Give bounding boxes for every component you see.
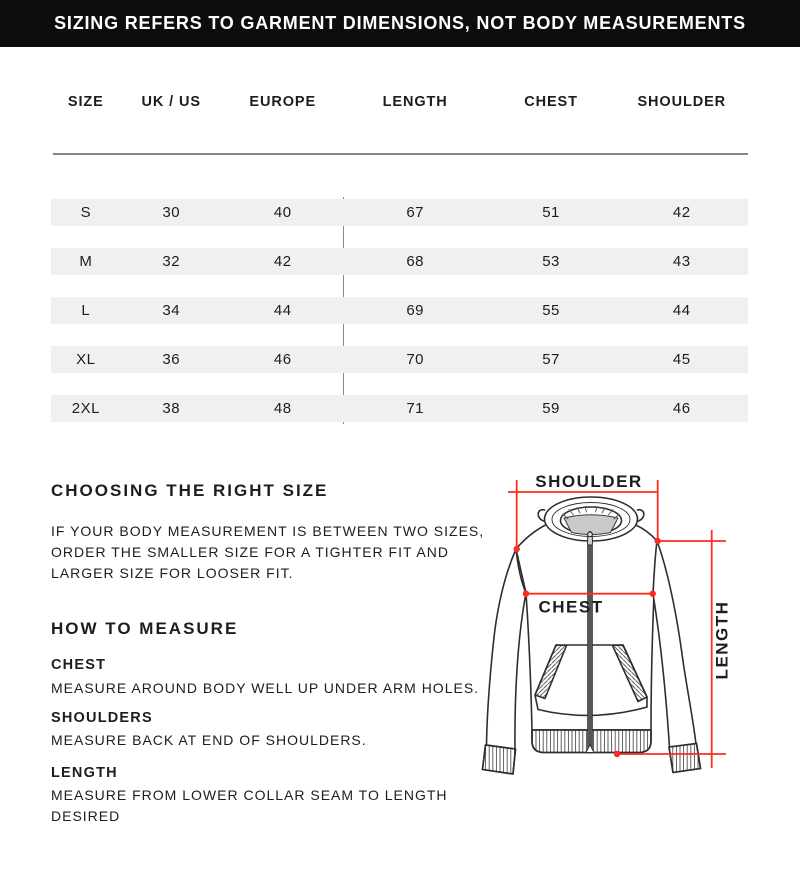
cell-chest: 53 — [542, 253, 560, 270]
measure-chest-text: MEASURE AROUND BODY WELL UP UNDER ARM HOLES. — [51, 680, 480, 696]
cell-europe: 42 — [273, 253, 292, 270]
cell-length: 70 — [406, 351, 424, 368]
table-header-rule — [53, 153, 748, 155]
cell-shoulder: 43 — [672, 253, 691, 270]
length-bottom-point — [614, 751, 620, 757]
measure-length-label: LENGTH — [51, 765, 118, 781]
table-row-s — [51, 199, 748, 226]
diagram-shoulder-label: SHOULDER — [535, 472, 643, 491]
hoodie-left-sleeve — [487, 549, 527, 749]
table-row-xl — [51, 346, 748, 373]
cell-uk-us: 34 — [162, 302, 181, 319]
size-table — [51, 47, 748, 437]
cell-shoulder: 44 — [672, 302, 691, 319]
cell-length: 69 — [406, 302, 424, 319]
cell-uk-us: 38 — [162, 400, 181, 417]
column-header-shoulder: SHOULDER — [637, 94, 727, 110]
cell-shoulder: 45 — [672, 351, 691, 368]
disclaimer-banner — [0, 0, 800, 47]
measure-length-text: MEASURE FROM LOWER COLLAR SEAM TO LENGTH DESIRED — [51, 787, 448, 824]
cell-size: XL — [76, 351, 96, 368]
cell-uk-us: 30 — [162, 204, 181, 221]
cell-chest: 59 — [542, 400, 560, 417]
cell-europe: 44 — [273, 302, 292, 319]
table-row-l — [51, 297, 748, 324]
measure-chest-label: CHEST — [51, 657, 107, 673]
chest-right-point — [650, 591, 656, 597]
hoodie-zipper — [586, 532, 594, 752]
cell-size: S — [80, 204, 92, 221]
cell-europe: 40 — [273, 204, 292, 221]
disclaimer-text: SIZING REFERS TO GARMENT DIMENSIONS, NOT BODY MEASUREMENTS — [54, 13, 746, 33]
size-table-body — [51, 199, 748, 444]
cell-shoulder: 42 — [672, 204, 691, 221]
choosing-size-line: ORDER THE SMALLER SIZE FOR A TIGHTER FIT AND — [51, 544, 449, 560]
cell-length: 67 — [406, 204, 424, 221]
choosing-size-line: IF YOUR BODY MEASUREMENT IS BETWEEN TWO SIZES, — [51, 523, 485, 539]
column-header-length: LENGTH — [382, 94, 448, 110]
how-to-measure-heading: HOW TO MEASURE — [51, 619, 239, 638]
hoodie-right-sleeve — [653, 541, 696, 748]
column-header-uk-us: UK / US — [141, 94, 201, 110]
measure-shoulders-text: MEASURE BACK AT END OF SHOULDERS. — [51, 732, 367, 748]
cell-length: 68 — [406, 253, 424, 270]
cell-europe: 46 — [273, 351, 292, 368]
table-row-2xl — [51, 395, 748, 422]
cell-shoulder: 46 — [672, 400, 691, 417]
cell-chest: 51 — [542, 204, 560, 221]
column-header-size: SIZE — [67, 94, 104, 110]
hoodie-drawing — [483, 497, 701, 774]
cell-size: M — [79, 253, 93, 270]
column-header-europe: EUROPE — [249, 94, 317, 110]
column-header-chest: CHEST — [524, 94, 578, 110]
size-table-header — [51, 94, 748, 110]
shoulder-left-point — [514, 546, 520, 552]
shoulder-right-point — [655, 538, 661, 544]
cell-uk-us: 36 — [162, 351, 181, 368]
choosing-size-line: LARGER SIZE FOR LOOSER FIT. — [51, 565, 294, 581]
measure-shoulders-label: SHOULDERS — [51, 710, 153, 726]
cell-size: L — [81, 302, 91, 319]
table-row-m — [51, 248, 748, 275]
cell-uk-us: 32 — [162, 253, 181, 270]
cell-length: 71 — [406, 400, 424, 417]
cell-chest: 55 — [542, 302, 560, 319]
chest-left-point — [523, 591, 529, 597]
hoodie-measure-diagram — [455, 462, 795, 842]
choosing-size-heading: CHOOSING THE RIGHT SIZE — [51, 481, 329, 500]
cell-chest: 57 — [542, 351, 560, 368]
diagram-length-label: LENGTH — [712, 600, 732, 680]
cell-europe: 48 — [273, 400, 292, 417]
diagram-chest-label: CHEST — [538, 597, 604, 617]
cell-size: 2XL — [71, 400, 100, 417]
choosing-size-text — [51, 521, 484, 584]
